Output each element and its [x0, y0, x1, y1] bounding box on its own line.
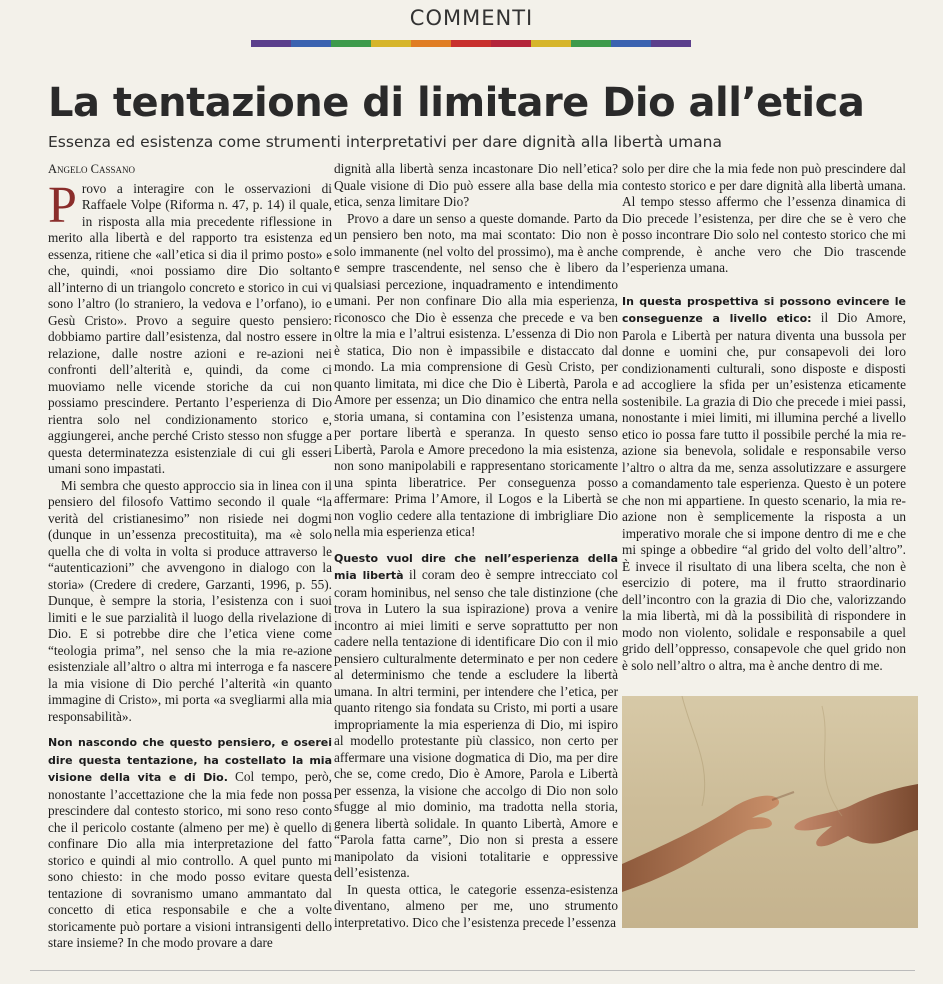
rainbow-segment: [411, 40, 451, 47]
article-paragraph: solo per dire che la mia fede non può prescindere dal contesto storico e per dare dignità alla libertà umana. Al tempo stesso affermo che l’essenza dinamica di Dio precede l’esistenza, per dire che se è vero che posso incontrare Dio solo nel contesto storico che mi comprende, è anche vero che Dio trascende l’esperienza umana.: [622, 161, 906, 275]
article-paragraph: [334, 550, 618, 882]
article-column-1: [48, 161, 332, 952]
paragraph-text: rovo a interagire con le osservazioni di Raffaele Volpe (Riforma n. 47, p. 14) il quale, in risposta alla mia precedente riflessione in merito alla libertà e del rapporto tra esistenza ed essenza, ritiene che «all’etica si dia il primo posto» e che, quindi, «noi possiamo dire Dio soltanto all’interno di un triangolo concreto e storico in cui vi sono l’altro (lo straniero, la vedova e l’orfano), io e Gesù Cristo». Provo a seguire questo pensiero: dobbiamo partire dall’esistenza, dal nostro essere in relazione, dalle nostre azioni e re-azioni nei confronti dell’alterità e, quindi, da come ci muoviamo nelle vicende storiche da cui non possiamo prescindere. Pertanto l’esperienza di Dio rientra solo nel condizionamento storico e, aggiungerei, anche perché Cristo stesso non sfugge a questa determinatezza esistenziale di cui gli esseri umani sono impastati.: [48, 180, 332, 476]
article-paragraph: dignità alla libertà senza incastonare Dio nell’etica? Quale visione di Dio può essere alla base della mia etica, senza limitare Dio?: [334, 161, 618, 209]
article-column-2: [334, 161, 618, 931]
article-column-3: [622, 161, 906, 674]
headline: La tentazione di limitare Dio all’etica: [48, 80, 865, 126]
rainbow-segment: [611, 40, 651, 47]
lead-in: Questo vuol dire che nell’esperienza della mia libertà: [334, 551, 618, 582]
article-paragraph: Mi sembra che questo approccio sia in linea con il pensiero del filosofo Vattimo secondo il quale “la verità del cristianesimo” non risiede nei dogmi (dunque in un’essenza precostituita), ma «è solo quella che di volta in volta si produce attraverso le “autenticazioni” che avvengono in dialogo con la storia» (Credere di credere, Garzanti, 1996, p. 55). Dunque, è sempre la storia, l’esistenza con i suoi limiti e le sue parzialità il luogo della rivelazione di Dio. E si potrebbe dire che l’etica viene come “teologia prima”, nel senso che la mia re-azione esistenziale all’altro o altra mi interroga e fa nascere la mia visione di Dio perché l’alterità «in quanto immagine di Cristo», mi porta «a svegliarmi alla mia responsabilità».: [48, 477, 332, 724]
hands-illustration: [622, 696, 918, 928]
rainbow-segment: [371, 40, 411, 47]
rainbow-segment: [531, 40, 571, 47]
paragraph-text: il coram deo è sempre intrecciato col coram hominibus, nel senso che tale distinzione (che trova in Lutero la sua ispirazione) prova a venire incontro ai miei limiti e serve soprattutto per non cadere nella tentazione di identificare Dio con il mio pensiero culturalmente determinato e per non cedere al determinismo che tende a escludere la libertà umana. In altri termini, per intendere che l’etica, per quanto ritengo sia fondata su Cristo, mi porti a usare impropriamente la mia esperienza di Dio, mi ispiro al modello protestante più classico, non certo per affermare una visione dogmatica di Dio, ma per dire che se, come credo, Dio è Amore, Parola e Libertà per essenza, la visione che accolgo di Dio non solo sfugge al mio dominio, ma tradotta nella storia, genera libertà solidale. In quanto Libertà, Amore e “Parola fatta carne”, Dio non si presta a essere manipolato da visioni totalitarie e oppressive dell’esistenza.: [334, 567, 619, 880]
article-paragraph: In questa ottica, le categorie essenza-esistenza diventano, almeno per me, uno strumento interpretativo. Dico che l’esistenza precede l’essenza: [334, 881, 618, 930]
rainbow-segment: [331, 40, 371, 47]
rainbow-segment: [651, 40, 691, 47]
lead-in: Non nascondo che questo pensiero, e oserei dire questa tentazione, ha costellato la mia visione della vita e di Dio.: [48, 736, 332, 784]
bottom-rule: [30, 970, 915, 971]
article-paragraph: [48, 734, 332, 952]
rainbow-segment: [291, 40, 331, 47]
rainbow-segment: [251, 40, 291, 47]
lead-in: In questa prospettiva si possono evincere le conseguenze a livello etico:: [622, 294, 906, 325]
section-label: COMMENTI: [409, 6, 534, 30]
dropcap: P: [48, 176, 77, 234]
author-byline: Angelo Cassano: [48, 162, 135, 176]
paragraph-text: il Dio Amore, Parola e Libertà per natura diventa una bussola per donne e uomini che, pur consapevoli dei loro condizionamenti culturali, sono disposte e disposti ad accogliere la sfida per un’esistenza eticamente sostenibile. La grazia di Dio che precede i miei passi, nonostante i miei limiti, mi illumina perché a livello etico io possa fare tutto il possibile perché la mia re-azione sia benevola, solidale e responsabile verso l’altro o altra da me, senza assolutizzare e assurgere a comandamento tale esperienza. Questo è un potere che non mi appartiene. In questo scenario, la mia re-azione non è semplicemente la risposta a un imperativo morale che si impone dentro di me e che mi spinge a obbedire “al grido del volto dell’altro”. È invece il risultato di una libera scelta, che non è esercizio di potere, ma il frutto straordinario dell’incontro con la grazia di Dio che, valorizzando la mia libertà, mi dà la possibilità di rispondere in modo non violento, solidale e responsabile a quel grido dell’oppresso, consapevole che quel grido non è solo nell’altro o altra, ma è anche dentro di me.: [622, 310, 906, 673]
article-paragraph: [48, 176, 332, 478]
left-hand: [622, 796, 779, 892]
subtitle: Essenza ed esistenza come strumenti interpretativi per dare dignità alla libertà umana: [48, 133, 723, 151]
paragraph-text: Col tempo, però, nonostante l’accettazione che la mia fede non possa prescindere dal contesto storico, mi sono reso conto che il pericolo costante (almeno per me) è quello di confinare Dio alla mia interpretazione del fatto storico e quindi al mio controllo. A quel punto mi sono chiesto: in che modo posso evitare questa tentazione di sovranismo umano ammantato dal concetto di etica responsabile e che a volte storicamente può portare a visioni intransigenti dello stare insieme? In che modo provare a dare: [48, 769, 332, 950]
rainbow-segment: [491, 40, 531, 47]
article-paragraph: [622, 293, 906, 675]
article-paragraph: Provo a dare un senso a queste domande. Parto da un pensiero ben noto, ma mai scontato: Dio non è solo immanente (nel volto del prossimo), ma è anche e sempre trascendente, nel senso che è libero da qualsiasi percezione, inquadramento e intendimento umani. Per non confinare Dio alla mia esperienza, riconosco che Dio è essenza che precede e va ben oltre la mia e l’altrui esistenza. L’essenza di Dio non è statica, Dio non è impassibile e distaccato dal mondo. La mia comprensione di Gesù Cristo, per quanto limitata, mi dice che Dio è Libertà, Parola e Amore per essenza; un Dio dinamico che entra nella storia umana, si contamina con l’esistenza umana, per portare libertà e speranza. In questo senso Libertà, Parola e Amore precedono la mia esistenza, non sono manipolabili e rappresentano storicamente una spinta liberatrice. Per conseguenza posso affermare: Prima l’Amore, il Logos e la Libertà se non voglio cedere alla tentazione di imbrigliare Dio nella mia esperienza etica!: [334, 210, 618, 539]
rainbow-segment: [571, 40, 611, 47]
rainbow-bar: [251, 40, 691, 47]
creation-of-adam-hands-icon: [622, 696, 918, 928]
rainbow-segment: [451, 40, 491, 47]
right-hand: [794, 784, 918, 846]
